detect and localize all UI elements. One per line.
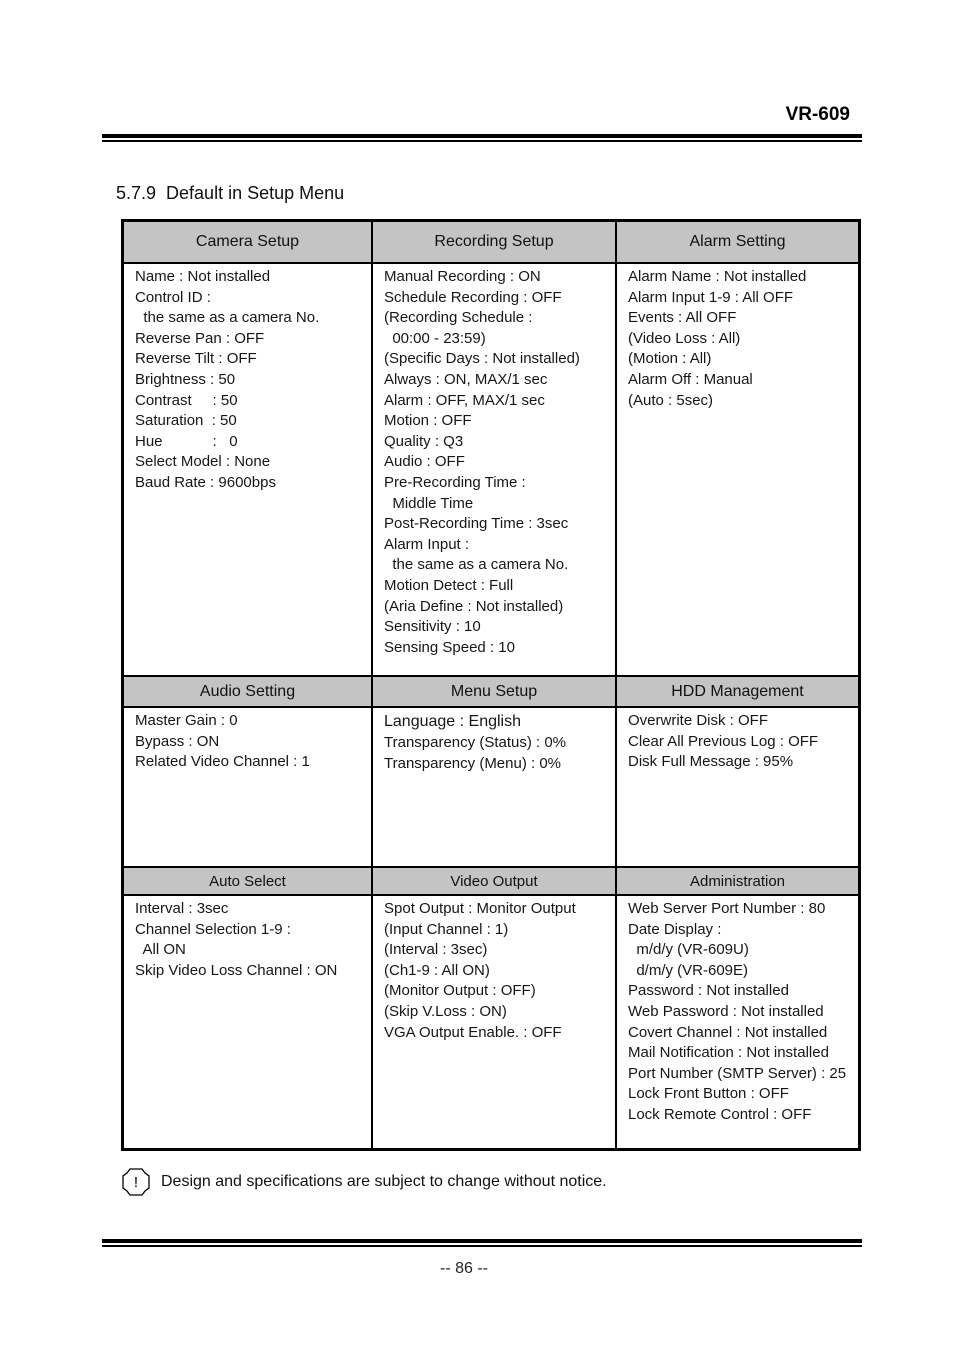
- setting-line: Alarm Input 1-9 : All OFF: [628, 288, 794, 306]
- setting-line: (Skip V.Loss : ON): [384, 1002, 507, 1020]
- footer-rule-thick: [102, 1239, 862, 1243]
- setting-line: Motion Detect : Full: [384, 576, 514, 594]
- setting-line: Language : English: [384, 713, 521, 730]
- setting-line: Pre-Recording Time :: [384, 473, 526, 491]
- setting-line: Transparency (Menu) : 0%: [384, 754, 562, 772]
- setting-line: Alarm : OFF, MAX/1 sec: [384, 391, 545, 409]
- setting-line: Saturation : 50: [135, 412, 237, 430]
- setting-line: Schedule Recording : OFF: [384, 288, 562, 306]
- heading-hdd-management: HDD Management: [615, 675, 858, 706]
- setting-line: Web Server Port Number : 80: [628, 900, 826, 917]
- setting-line: Bypass : ON: [135, 732, 220, 750]
- page-number: -- 86 --: [440, 1260, 488, 1277]
- setting-line: Select Model : None: [135, 453, 271, 471]
- setting-line: 00:00 - 23:59): [384, 329, 486, 347]
- disclaimer-note: Design and specifications are subject to change without notice.: [161, 1173, 607, 1190]
- setting-line: Date Display :: [628, 920, 722, 938]
- setting-line: Post-Recording Time : 3sec: [384, 515, 569, 533]
- setting-line: Web Password : Not installed: [628, 1002, 824, 1020]
- auto-select-defaults: [124, 894, 371, 1148]
- setting-line: Spot Output : Monitor Output: [384, 900, 576, 917]
- setting-line: Middle Time: [384, 494, 474, 512]
- alarm-setting-defaults: [615, 262, 858, 675]
- setting-line: Mail Notification : Not installed: [628, 1044, 829, 1062]
- setting-line: Motion : OFF: [384, 412, 472, 430]
- header-rule-thin: [102, 140, 862, 142]
- heading-menu-setup: Menu Setup: [371, 675, 615, 706]
- heading-audio-setting: Audio Setting: [124, 675, 371, 706]
- setting-line: (Interval : 3sec): [384, 941, 488, 959]
- caution-icon: [121, 1167, 151, 1197]
- setting-line: Hue : 0: [135, 432, 238, 450]
- setting-line: Covert Channel : Not installed: [628, 1023, 828, 1041]
- heading-alarm-setting: Alarm Setting: [615, 222, 858, 262]
- setting-line: Password : Not installed: [628, 982, 789, 1000]
- setting-line: Clear All Previous Log : OFF: [628, 732, 819, 750]
- video-output-defaults: [371, 894, 615, 1148]
- setting-line: Reverse Tilt : OFF: [135, 350, 257, 368]
- setting-line: Quality : Q3: [384, 432, 464, 450]
- setup-defaults-table: [121, 219, 861, 1151]
- setting-line: Alarm Name : Not installed: [628, 268, 807, 285]
- heading-auto-select: Auto Select: [124, 866, 371, 894]
- setting-line: Channel Selection 1-9 :: [135, 920, 291, 938]
- setting-line: (Aria Define : Not installed): [384, 597, 564, 615]
- setting-line: (Motion : All): [628, 350, 712, 368]
- administration-defaults: [615, 894, 858, 1148]
- setting-line: Port Number (SMTP Server) : 25: [628, 1064, 847, 1082]
- setting-line: Alarm Off : Manual: [628, 370, 753, 388]
- heading-camera-setup: Camera Setup: [124, 222, 371, 262]
- setting-line: the same as a camera No.: [384, 556, 569, 574]
- setting-line: m/d/y (VR-609U): [628, 941, 749, 959]
- setting-line: Manual Recording : ON: [384, 268, 541, 285]
- setting-line: Name : Not installed: [135, 268, 271, 285]
- setting-line: Events : All OFF: [628, 309, 737, 327]
- setting-line: Related Video Channel : 1: [135, 753, 310, 771]
- menu-setup-defaults: [371, 706, 615, 866]
- setting-line: Sensing Speed : 10: [384, 638, 515, 656]
- setting-line: Brightness : 50: [135, 370, 236, 388]
- heading-recording-setup: Recording Setup: [371, 222, 615, 262]
- setting-line: the same as a camera No.: [135, 309, 320, 327]
- setting-line: (Auto : 5sec): [628, 391, 714, 409]
- setting-line: Master Gain : 0: [135, 712, 238, 729]
- footer-rule: [102, 1239, 862, 1247]
- caution-glyph: !: [133, 1173, 139, 1191]
- header-rule-thick: [102, 134, 862, 138]
- setting-line: Interval : 3sec: [135, 900, 229, 917]
- setting-line: Alarm Input :: [384, 535, 470, 553]
- setting-line: Control ID :: [135, 288, 211, 306]
- setting-line: VGA Output Enable. : OFF: [384, 1023, 562, 1041]
- setting-line: Reverse Pan : OFF: [135, 329, 265, 347]
- setting-line: d/m/y (VR-609E): [628, 961, 749, 979]
- setting-line: Audio : OFF: [384, 453, 465, 471]
- camera-setup-defaults: [124, 262, 371, 675]
- footer-rule-thin: [102, 1245, 862, 1247]
- setting-line: (Ch1-9 : All ON): [384, 961, 490, 979]
- setting-line: Always : ON, MAX/1 sec: [384, 370, 548, 388]
- setting-line: (Monitor Output : OFF): [384, 982, 536, 1000]
- setting-line: (Video Loss : All): [628, 329, 741, 347]
- setting-line: (Specific Days : Not installed): [384, 350, 580, 368]
- setting-line: Contrast : 50: [135, 391, 238, 409]
- setting-line: Lock Remote Control : OFF: [628, 1105, 812, 1123]
- setting-line: Transparency (Status) : 0%: [384, 734, 567, 751]
- setting-line: Lock Front Button : OFF: [628, 1085, 789, 1103]
- header-rule: [102, 134, 862, 142]
- setting-line: Skip Video Loss Channel : ON: [135, 961, 338, 979]
- recording-setup-defaults: [371, 262, 615, 675]
- setting-line: Sensitivity : 10: [384, 618, 481, 636]
- setting-line: Disk Full Message : 95%: [628, 753, 794, 771]
- setting-line: All ON: [135, 941, 186, 959]
- setting-line: (Input Channel : 1): [384, 920, 509, 938]
- heading-video-output: Video Output: [371, 866, 615, 894]
- heading-administration: Administration: [615, 866, 858, 894]
- setting-line: Overwrite Disk : OFF: [628, 712, 769, 729]
- setting-line: Baud Rate : 9600bps: [135, 473, 276, 491]
- model-name: VR-609: [785, 104, 850, 125]
- hdd-management-defaults: [615, 706, 858, 866]
- setting-line: (Recording Schedule :: [384, 309, 533, 327]
- section-title: 5.7.9 Default in Setup Menu: [116, 183, 345, 203]
- audio-setting-defaults: [124, 706, 371, 866]
